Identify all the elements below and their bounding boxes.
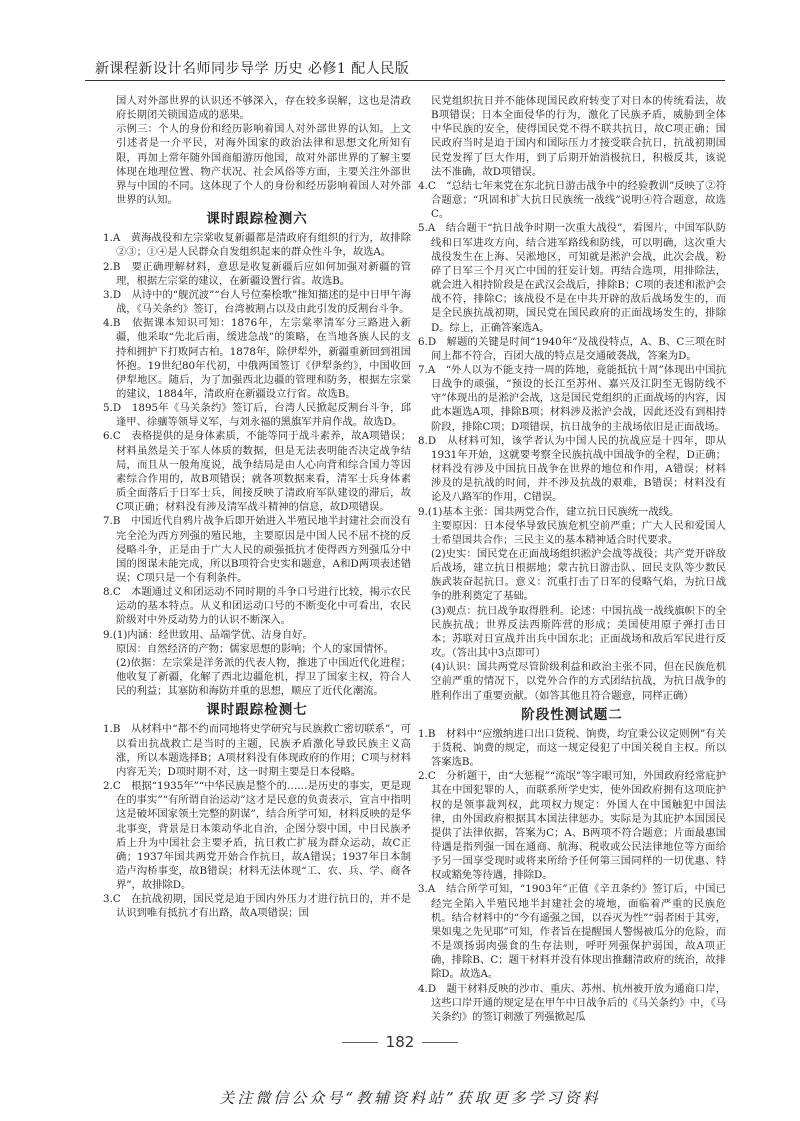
answer-subitem: (4)认识：国共两党尽管阶级利益和政治主张不同，但在民族危机空前严重的情况下，以党外合作的方式团结抗战，为抗日战争的胜利作出了重要贡献。（如答其他且符合题意，同样正确） [431,661,726,702]
intro-paragraph: 示例三：个人的身份和经历影响着国人对外部世界的认知。上文引述者是一介平民，对海外国家的政治法律和思想文化所知有限，再加上常年随外国商船游历他国，故对外部世界的了解主要体现在地理位置、物产状况、社会风俗等方面，主要关注外部世界与中国的不同。这体现了个人的身份和经历影响着国人对外部世界的认知。 [116,123,411,207]
answer-item: 5.A 结合题干“抗日战争时期一次重大战役”，看图片，中国军队防线和日军进攻方向，结合进军路线和防线，可以明确，这次重大战役发生在上海、吴淞地区，可知就是淞沪会战，此次会战，粉碎了日军三个月灭亡中国的狂妄计划。再结合选项，用排除法，就会进入相持阶段是在武汉会战后，排除B；C项的表述和淞沪会战不符，排除C；该战役不是在中共开辟的敌后战场发生的，而是全民族抗战初期，国民党在国民政府的正面战场发生的，排除D。综上，正确答案选A。 [418,222,726,334]
answer-item: 2.C 分析题干，由“大惩棍”“流氓”等字眼可知，外国政府经常庇护其在中国犯罪的人，而联系所学史实，使外国政府拥有这项庇护权的是领事裁判权，此项权力规定：外国人在中国触犯中国法律，由外国政府根据其本国法律惩办。实际是为其庇护本国国民提供了法律依据，答案为C；A、B两项不符合题意；片面最惠国待遇是指列强一国在通商、航海、税收或公民法律地位等方面给予另一国享受现时或将来所给予任何第三国同样的一切优惠、特权或豁免等待遇，排除D。 [418,770,726,882]
answer-item: 2.B 要正确理解材料，意思是收复新疆后应如何加强对新疆的管理，根据左宗棠的建议，在新疆设置行省。故选B。 [103,260,411,287]
answer-item: 8.D 从材料可知，该学者认为中国人民的抗战应是十四年，即从1931年开始，这就要考察全民族抗战中国战争的全程，D正确；材料没有涉及中国抗日战争在世界的地位和作用，A错误；材料涉及的是抗战的时间，并不涉及抗战的艰难，B错误；材料没有论及八路军的作用，C错误。 [418,434,726,504]
intro-paragraph: 国人对外部世界的认识还不够深入，存在较多误解，这也是清政府长期闭关锁国造成的恶果。 [116,95,411,122]
left-column [103,94,411,921]
answer-item: 3.A 结合所学可知，“1903年”正值《辛丑条约》签订后，中国已经完全陷入半殖民地半封建社会的境地，面临着严重的民族危机。结合材料中的“今有遥强之国，以吞灭为性”“弱者困于其旁，果如鬼之先见耶”可知，作者旨在提醒国人警惕被瓜分的危险，而不是颂扬弱肉强食的生存法则，呼吁列强保护弱国，故A项正确，排除B、C；题干材料并没有体现出推翻清政府的统治，故排除D。故选A。 [418,883,726,981]
right-column [418,94,726,1024]
section-title: 课时跟踪检测七 [206,702,308,719]
answer-item: 3.D 从诗中的“舰沉波”“台人号位秦桧歌”推知描述的是中日甲午海战，《马关条约》签订，台湾被割占以及由此引发的反割台斗争。 [103,288,411,316]
continued-paragraph: 民党组织抗日并不能体现国民政府转变了对日本的传统看法，故B项错误；日本全面侵华的行为，激化了民族矛盾，威胁到全体中华民族的安全，使得国民党不得不联共抗日，故C项正确；国民政府当时是迫于国内和国际压力才接受联合抗日，抗战初期国民党发挥了巨大作用，到了后期开始消极抗日，积极反共，该说法不准确，故D项错误。 [431,95,726,178]
answer-item: 9.(1)内涵：经世致用、品端学优、洁身自好。 [103,628,313,641]
answer-item: 7.A “外人以为不能支持一周的阵地，竟能抵抗十周”体现出中国抗日战争的顽强，“预设的长江至苏州、嘉兴及江阴至无锡防线不守”体现出的是淞沪会战，这是国民党组织的正面战场的内容，因此本题选A项，排除B项；材料涉及淞沪会战，因此还没有到相持阶段，排除C项；D项错误，抗日战争的主战场依旧是正面战场。 [418,363,726,433]
answer-item: 9.(1)基本主张：国共两党合作，建立抗日民族统一战线。 [418,505,680,518]
answer-subitem: (2)史实：国民党在正面战场组织淞沪会战等战役；共产党开辟敌后战场，建立抗日根据地；蒙古抗日游击队、回民支队等少数民族武装奋起抗日。意义：沉重打击了日军的侵略气焰，为抗日战争的胜利奠定了基础。 [431,548,726,603]
page-number [300,1033,500,1051]
answer-item: 7.B 中国近代自鸦片战争后即开始进入半殖民地半封建社会而没有完全沦为西方列强的殖民地，主要原因是中国人民不屈不挠的反侵略斗争，正是由于广大人民的顽强抵抗才使得西方列强瓜分中国的图谋未能完成，所以B项符合史实和题意，A和D两项表述错误；C项只是一个有利条件。 [103,515,411,584]
answer-item: 4.B 依据课本知识可知：1876年，左宗棠率清军分三路进入新疆，他采取“先北后南，缓进急战”的策略，在当地各族人民的支持和拥护下打败阿古柏。1878年，除伊犁外，新疆重新回到祖国怀抱。19世纪80年代初，中俄两国签订《伊犁条约》，中国收回伊犁地区。随后，为了加强西北边疆的管理和防务，根据左宗棠的建议，1884年，清政府在新疆设立行省。故选B。 [103,317,411,400]
header-rule [85,80,725,81]
answer-subitem: (3)观点：抗日战争取得胜利。论述：中国抗战一战线旗帜下的全民族抗战；世界反法西斯阵营的形成；美国使用原子弹打击日本；苏联对日宣战并出兵中国东北；正面战场和敌后军民进行反攻。（答出其中3点即可） [431,604,726,660]
section-title: 课时跟踪检测六 [206,211,308,228]
page-number-dash [342,1042,378,1043]
answer-item: 1.B 材料中“应缴纳进口出口货税、饷费，均宜秉公议定则例”有关于货税、饷费的规定，而这一规定侵犯了中国关税自主权。所以答案选B。 [418,727,726,769]
answer-item: 8.C 本题通过义和团运动不同时期的斗争口号进行比较，揭示农民运动的基本特点。从义和团运动口号的不断变化中可看出，农民阶级对中外反动势力的认识不断深入。 [103,586,411,627]
answer-item: 4.C “总结七年来党在东北抗日游击战争中的经验教训”反映了②符合题意；“巩固和扩大抗日民族统一战线”说明④符合题意，故选C。 [418,179,726,221]
answer-item: 1.A 黄海战役和左宗棠收复新疆都是清政府有组织的行为，故排除②③；①④是人民群众自发组织起来的群众性斗争，故选A。 [103,232,411,259]
answer-item: 2.C 根据“1935年”“中华民族是整个的……是历史的事实，更是现在的事实”“有所谓自治运动”这才是民意的负责表示，宣言中指明这是破坏国家领土完整的阴谋”，结合所学可知，材料反映的是华北事变，背景是日本策动华北自治，企图分裂中国，中日民族矛盾上升为中国社会主要矛盾，抗日救亡扩展为群众运动，故C正确；1937年国共两党开始合作抗日，故A错误；1937年日本制造卢沟桥事变，故B错误；材料无法体现“工、农、兵、学、商各界”，故排除D。 [103,780,411,892]
page-number-dash [422,1042,458,1043]
answer-item: 3.C 在抗战初期，国民党是迫于国内外压力才进行抗日的，并不是认识到唯有抵抗才有出路，故A项错误；国 [103,893,411,920]
page-number-value: 182 [385,1033,415,1051]
answer-item: 6.C 表格提供的是身体素质，不能等同于战斗素养，故A项错误；材料虽然是关于军人体质的数据，但是无法表明能否决定战争结局，而且从一般角度说，战争结局是由人心向背和综合国力等因素综合作用的，故B项错误；就各项数据来看，清军士兵身体素质全面落后于日军士兵，间接反映了清政府军队建设的滞后，故C项正确；材料没有涉及清军战斗精神的信息，故D项错误。 [103,430,411,514]
answer-item: 5.D 1895年《马关条约》签订后，台湾人民掀起反割台斗争，邱逢甲、徐骧等领导义军，与刘永福的黑旗军并肩作战。故选D。 [103,402,411,429]
answer-subitem: (2)依据：左宗棠是洋务派的代表人物，推进了中国近代化进程；他收复了新疆，化解了西北边疆危机，捍卫了国家主权，符合人民的利益；其塞防和海防并重的思想，顺应了近代化潮流。 [116,656,411,698]
answer-item: 1.B 从材料中“都不约而同地将史学研究与民族救亡密切联系”，可以看出抗战救亡是当时的主题，民族矛盾激化导致民族主义高涨，所以本题选择B；A项材料没有体现政府的作用；C项与材料内容无关；D项时期不对，这一时期主要是日本侵略。 [103,723,411,778]
section-title: 阶段性测试题二 [521,706,623,723]
answer-item: 4.D 题干材料反映的沙市、重庆、苏州、杭州被开放为通商口岸，这些口岸开通的规定是在甲午中日战争后的《马关条约》中，《马关条约》的签订刺激了列强掀起瓜 [418,982,726,1023]
answer-item: 6.D 解题的关键是时间“1940年”及战役特点，A、B、C三项在时间上都不符合，百团大战的特点是交通破袭战，答案为D。 [418,335,726,362]
answer-subitem: 主要原因：日本侵华导致民族危机空前严重；广大人民和爱国人士希望国共合作；三民主义的基本精神适合时代要求。 [431,519,726,546]
footer-note: 关注微信公众号“教辅资料站”获取更多学习资料 [219,1089,601,1107]
answer-subitem: 原因：自然经济的产物；儒家思想的影响；个人的家国情怀。 [116,642,395,655]
running-header: 新课程新设计名师同步导学 历史 必修1 配人民版 [95,61,410,77]
